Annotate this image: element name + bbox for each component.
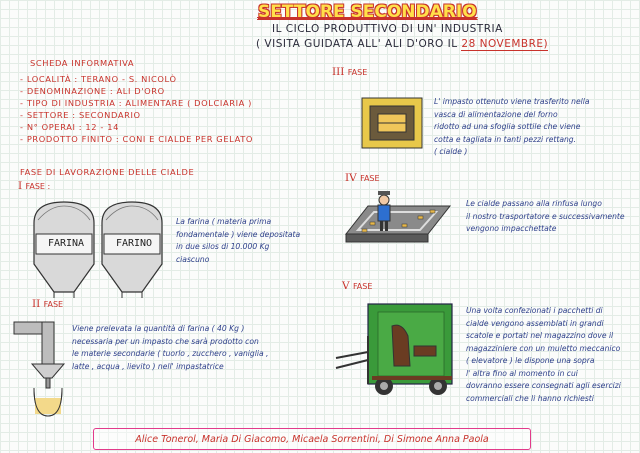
text-line: Le cialde passano alla rinfusa lungo — [466, 199, 602, 208]
fase3-word: FASE — [347, 68, 368, 77]
scheda-row: - PRODOTTO FINITO : CONI E CIALDE PER GELATO — [20, 134, 254, 144]
silo-label-left: FARINA — [47, 238, 85, 249]
subtitle-line-1: IL CICLO PRODUTTIVO DI UN' INDUSTRIA — [272, 23, 503, 35]
text-line: La farina ( materia prima — [176, 217, 272, 226]
scheda-row: - TIPO DI INDUSTRIA : ALIMENTARE ( DOLCIARIA ) — [20, 98, 252, 108]
text-line: commerciali che li hanno richiesti — [466, 393, 594, 403]
fase1-word: FASE : — [25, 182, 51, 191]
oven-illustration — [360, 94, 426, 154]
scheda-heading: SCHEDA INFORMATIVA — [30, 58, 135, 68]
text-line: in due silos di 10.000 Kg — [176, 242, 270, 251]
fase1-numeral: I — [18, 180, 23, 192]
mixer-illustration — [12, 318, 72, 428]
fase3-numeral: III — [332, 66, 345, 78]
fase3-text — [434, 96, 634, 159]
text-line: ( cialde ) — [434, 147, 468, 156]
fase3-title — [332, 66, 367, 78]
fasi-heading: FASE DI LAVORAZIONE DELLE CIALDE — [20, 167, 195, 177]
silo-label-right: FARINO — [115, 238, 153, 249]
fase2-word: FASE — [43, 300, 64, 309]
text-line: Viene prelevata la quantità di farina ( 40 Kg ) — [72, 324, 245, 333]
fase5-numeral: V — [342, 280, 350, 292]
text-line: magazziniere con un muletto meccanico — [466, 343, 621, 353]
subtitle-line-2 — [256, 38, 548, 50]
text-line: ridotto ad una sfoglia sottile che viene — [434, 122, 581, 131]
conveyor-illustration — [340, 186, 456, 256]
text-line: l' altra fino al momento in cui — [466, 368, 578, 378]
text-line: L' impasto ottenuto viene trasferito nella — [434, 97, 590, 106]
text-line: le materie secondarie ( tuorlo , zucchero , vaniglia , — [72, 349, 269, 358]
scheda-row: - N° OPERAI : 12 - 14 — [20, 122, 120, 132]
fase4-text — [466, 198, 640, 236]
fase2-numeral: II — [32, 298, 41, 310]
text-line: vengono impacchettate — [466, 224, 557, 233]
text-line: ( elevatore ) le dispone una sopra — [466, 356, 595, 365]
text-line: scatole e portati nel magazzino dove il — [466, 331, 614, 340]
fase4-numeral: IV — [345, 172, 357, 184]
text-line: vasca di alimentazione del forno — [434, 109, 558, 119]
author-names: Alice Tonerol, Maria Di Giacomo, Micaela Sorrentini, Di Simone Anna Paola — [93, 428, 531, 450]
scheda-row: - SETTORE : SECONDARIO — [20, 110, 141, 120]
fase4-word: FASE — [360, 174, 380, 183]
scheda-list — [20, 73, 290, 145]
text-line: cotta e tagliata in tanti pezzi rettang. — [434, 134, 577, 144]
fase2-text — [72, 323, 352, 373]
silo-left — [34, 202, 94, 298]
fase4-title — [345, 172, 380, 184]
forklift-illustration — [332, 296, 460, 398]
scheda-row: - LOCALITÀ : TERANO - S. NICOLÒ — [20, 74, 177, 84]
text-line: fondamentale ) viene depositata — [176, 229, 301, 239]
text-line: cialde vengono assemblati in grandi — [466, 318, 604, 328]
text-line: il nostro trasportatore e successivamente — [466, 211, 625, 221]
fase5-word: FASE — [352, 282, 373, 291]
text-line: necessaria per un impasto che sarà prodotto con — [72, 336, 259, 346]
fase5-title — [342, 280, 372, 292]
text-line: latte , acqua , lievito ) nell' impastatrice — [72, 361, 224, 371]
silo-right — [102, 202, 162, 298]
fase1-text — [176, 216, 326, 266]
text-line: ciascuno — [176, 254, 210, 264]
scheda-row: - DENOMINAZIONE : ALI D'ORO — [20, 86, 165, 96]
text-line: Una volta confezionati i pacchetti di — [466, 306, 603, 315]
visit-date: 28 NOVEMBRE) — [461, 38, 549, 50]
fase5-text — [466, 305, 638, 405]
subtitle-prefix: ( VISITA GUIDATA ALL' ALI D'ORO IL — [256, 38, 458, 50]
fase2-title — [32, 298, 63, 310]
fase1-title — [18, 180, 50, 192]
page-title: SETTORE SECONDARIO — [258, 2, 477, 22]
text-line: dovranno essere consegnati agli esercizi — [466, 381, 621, 390]
